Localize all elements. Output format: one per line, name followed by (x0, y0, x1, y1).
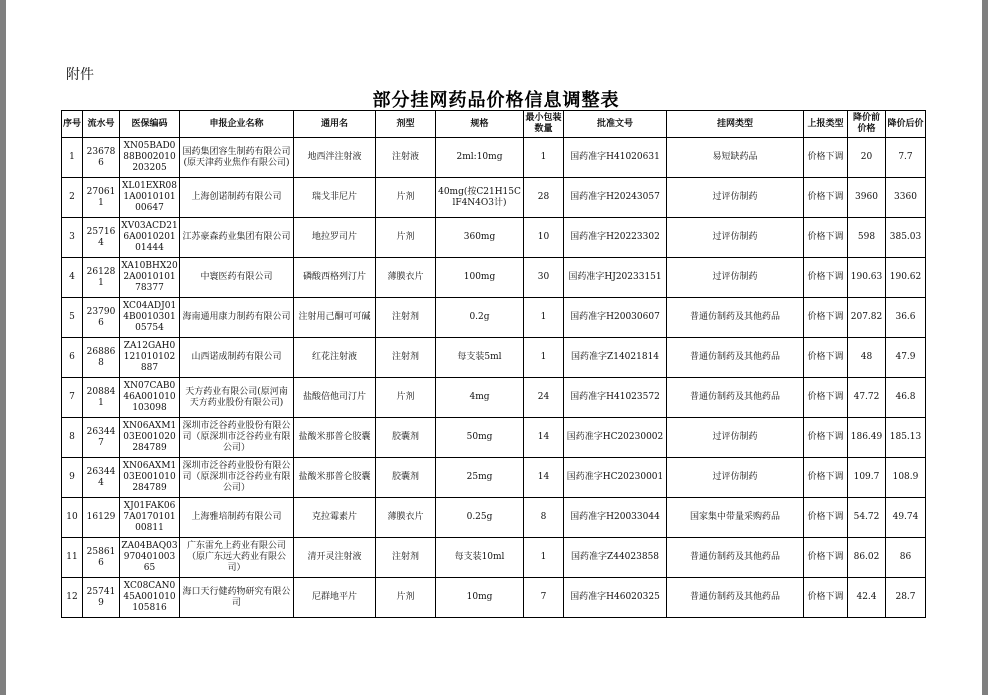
cell-listing-type: 普通仿制药及其他药品 (667, 338, 804, 378)
cell-seq: 7 (62, 378, 83, 418)
header-listing-type: 挂网类型 (667, 111, 804, 138)
cell-approval: 国药准字H41023572 (564, 378, 667, 418)
cell-generic-name: 瑞戈非尼片 (294, 178, 376, 218)
cell-dosage-form: 注射剂 (376, 298, 436, 338)
cell-dosage-form: 注射液 (376, 138, 436, 178)
cell-generic-name: 清开灵注射液 (294, 538, 376, 578)
cell-company: 深圳市泛谷药业股份有限公司（原深圳市泛谷药业有限公司） (180, 418, 294, 458)
cell-report-type: 价格下调 (804, 178, 848, 218)
cell-price-before: 109.7 (848, 458, 886, 498)
table-row (62, 498, 926, 538)
cell-price-before: 190.63 (848, 258, 886, 298)
cell-listing-type: 过评仿制药 (667, 258, 804, 298)
cell-seq: 3 (62, 218, 83, 258)
cell-report-type: 价格下调 (804, 338, 848, 378)
cell-code: XC08CAN045A001010105816 (120, 578, 180, 618)
cell-serial: 258616 (83, 538, 120, 578)
cell-spec: 25mg (436, 458, 524, 498)
table-row (62, 218, 926, 258)
cell-price-after: 49.74 (886, 498, 926, 538)
table-row (62, 178, 926, 218)
header-approval: 批准文号 (564, 111, 667, 138)
cell-company: 中寰医药有限公司 (180, 258, 294, 298)
cell-approval: 国药准字HC20230001 (564, 458, 667, 498)
cell-serial: 261281 (83, 258, 120, 298)
cell-seq: 11 (62, 538, 83, 578)
cell-generic-name: 尼群地平片 (294, 578, 376, 618)
cell-report-type: 价格下调 (804, 458, 848, 498)
header-min-pack: 最小包装数量 (524, 111, 564, 138)
cell-serial: 257164 (83, 218, 120, 258)
cell-dosage-form: 片剂 (376, 178, 436, 218)
cell-seq: 4 (62, 258, 83, 298)
cell-listing-type: 普通仿制药及其他药品 (667, 298, 804, 338)
cell-price-after: 46.8 (886, 378, 926, 418)
cell-serial: 208841 (83, 378, 120, 418)
cell-listing-type: 过评仿制药 (667, 458, 804, 498)
cell-code: ZA12GAH0121010102887 (120, 338, 180, 378)
cell-min-pack: 24 (524, 378, 564, 418)
header-price-before: 降价前价格 (848, 111, 886, 138)
cell-seq: 6 (62, 338, 83, 378)
cell-code: XJ01FAK067A017010100811 (120, 498, 180, 538)
cell-company: 深圳市泛谷药业股份有限公司（原深圳市泛谷药业有限公司） (180, 458, 294, 498)
price-adjustment-table (61, 110, 926, 618)
cell-spec: 0.2g (436, 298, 524, 338)
cell-company: 海口天行健药物研究有限公司 (180, 578, 294, 618)
cell-approval: 国药准字HJ20233151 (564, 258, 667, 298)
cell-approval: 国药准字H20033044 (564, 498, 667, 538)
table-row (62, 298, 926, 338)
cell-spec: 40mg(按C21H15ClF4N4O3计) (436, 178, 524, 218)
cell-code: XA10BHX202A001010178377 (120, 258, 180, 298)
cell-price-before: 207.82 (848, 298, 886, 338)
header-code: 医保编码 (120, 111, 180, 138)
cell-approval: 国药准字Z14021814 (564, 338, 667, 378)
cell-code: XV03ACD216A001020101444 (120, 218, 180, 258)
cell-seq: 12 (62, 578, 83, 618)
cell-generic-name: 磷酸西格列汀片 (294, 258, 376, 298)
cell-company: 天方药业有限公司(原河南天方药业股份有限公司) (180, 378, 294, 418)
cell-generic-name: 地西泮注射液 (294, 138, 376, 178)
table-row (62, 138, 926, 178)
cell-price-after: 108.9 (886, 458, 926, 498)
table-header-row (62, 111, 926, 138)
cell-code: XL01EXR081A001010100647 (120, 178, 180, 218)
cell-seq: 8 (62, 418, 83, 458)
cell-listing-type: 国家集中带量采购药品 (667, 498, 804, 538)
cell-listing-type: 过评仿制药 (667, 218, 804, 258)
cell-generic-name: 克拉霉素片 (294, 498, 376, 538)
cell-min-pack: 1 (524, 538, 564, 578)
cell-spec: 360mg (436, 218, 524, 258)
cell-serial: 257419 (83, 578, 120, 618)
cell-price-before: 86.02 (848, 538, 886, 578)
cell-price-after: 385.03 (886, 218, 926, 258)
cell-dosage-form: 片剂 (376, 578, 436, 618)
cell-min-pack: 28 (524, 178, 564, 218)
cell-price-after: 190.62 (886, 258, 926, 298)
cell-code: XC04ADJ014B001030105754 (120, 298, 180, 338)
cell-price-before: 54.72 (848, 498, 886, 538)
cell-report-type: 价格下调 (804, 418, 848, 458)
cell-generic-name: 盐酸米那普仑胶囊 (294, 418, 376, 458)
header-serial: 流水号 (83, 111, 120, 138)
cell-generic-name: 地拉罗司片 (294, 218, 376, 258)
cell-price-before: 42.4 (848, 578, 886, 618)
cell-report-type: 价格下调 (804, 218, 848, 258)
header-seq: 序号 (62, 111, 83, 138)
cell-min-pack: 30 (524, 258, 564, 298)
cell-price-after: 28.7 (886, 578, 926, 618)
header-dosage-form: 剂型 (376, 111, 436, 138)
cell-min-pack: 8 (524, 498, 564, 538)
cell-price-before: 598 (848, 218, 886, 258)
table-row (62, 378, 926, 418)
cell-company: 海南通用康力制药有限公司 (180, 298, 294, 338)
cell-spec: 0.25g (436, 498, 524, 538)
cell-report-type: 价格下调 (804, 578, 848, 618)
cell-serial: 237906 (83, 298, 120, 338)
cell-generic-name: 注射用己酮可可碱 (294, 298, 376, 338)
header-company: 申报企业名称 (180, 111, 294, 138)
cell-min-pack: 1 (524, 298, 564, 338)
cell-code: ZA04BAQ0397040100365 (120, 538, 180, 578)
table-row (62, 538, 926, 578)
table-row (62, 578, 926, 618)
cell-code: XN07CAB046A001010103098 (120, 378, 180, 418)
header-generic-name: 通用名 (294, 111, 376, 138)
cell-dosage-form: 注射剂 (376, 338, 436, 378)
cell-code: XN06AXM103E001010284789 (120, 458, 180, 498)
header-report-type: 上报类型 (804, 111, 848, 138)
cell-listing-type: 过评仿制药 (667, 418, 804, 458)
cell-min-pack: 1 (524, 338, 564, 378)
cell-price-after: 7.7 (886, 138, 926, 178)
cell-min-pack: 1 (524, 138, 564, 178)
cell-listing-type: 普通仿制药及其他药品 (667, 578, 804, 618)
cell-report-type: 价格下调 (804, 138, 848, 178)
cell-report-type: 价格下调 (804, 498, 848, 538)
cell-price-after: 36.6 (886, 298, 926, 338)
cell-listing-type: 过评仿制药 (667, 178, 804, 218)
cell-generic-name: 盐酸米那普仑胶囊 (294, 458, 376, 498)
cell-min-pack: 14 (524, 418, 564, 458)
cell-dosage-form: 薄膜衣片 (376, 498, 436, 538)
cell-spec: 10mg (436, 578, 524, 618)
cell-price-before: 48 (848, 338, 886, 378)
cell-approval: 国药准字Z44023858 (564, 538, 667, 578)
cell-seq: 1 (62, 138, 83, 178)
cell-price-before: 20 (848, 138, 886, 178)
cell-approval: 国药准字H20243057 (564, 178, 667, 218)
cell-seq: 2 (62, 178, 83, 218)
cell-approval: 国药准字HC20230002 (564, 418, 667, 458)
cell-company: 江苏豪森药业集团有限公司 (180, 218, 294, 258)
cell-approval: 国药准字H46020325 (564, 578, 667, 618)
cell-serial: 16129 (83, 498, 120, 538)
cell-serial: 263444 (83, 458, 120, 498)
cell-spec: 100mg (436, 258, 524, 298)
table-row (62, 458, 926, 498)
cell-report-type: 价格下调 (804, 298, 848, 338)
cell-generic-name: 盐酸倍他司汀片 (294, 378, 376, 418)
cell-spec: 2ml:10mg (436, 138, 524, 178)
cell-price-after: 47.9 (886, 338, 926, 378)
cell-code: XN06AXM103E001020284789 (120, 418, 180, 458)
cell-code: XN05BAD088B002010203205 (120, 138, 180, 178)
cell-spec: 每支装10ml (436, 538, 524, 578)
cell-price-before: 3960 (848, 178, 886, 218)
cell-price-after: 185.13 (886, 418, 926, 458)
header-spec: 规格 (436, 111, 524, 138)
header-price-after: 降价后价 (886, 111, 926, 138)
cell-dosage-form: 胶囊剂 (376, 458, 436, 498)
cell-dosage-form: 片剂 (376, 378, 436, 418)
attachment-label: 附件 (66, 67, 94, 83)
cell-min-pack: 10 (524, 218, 564, 258)
table-row (62, 258, 926, 298)
cell-generic-name: 红花注射液 (294, 338, 376, 378)
cell-min-pack: 14 (524, 458, 564, 498)
cell-company: 广东雷允上药业有限公司（原广东远大药业有限公司） (180, 538, 294, 578)
cell-dosage-form: 注射剂 (376, 538, 436, 578)
table-row (62, 418, 926, 458)
cell-listing-type: 易短缺药品 (667, 138, 804, 178)
cell-serial: 236786 (83, 138, 120, 178)
cell-company: 山西诺成制药有限公司 (180, 338, 294, 378)
cell-dosage-form: 片剂 (376, 218, 436, 258)
cell-report-type: 价格下调 (804, 378, 848, 418)
cell-serial: 268868 (83, 338, 120, 378)
cell-seq: 5 (62, 298, 83, 338)
cell-approval: 国药准字H20030607 (564, 298, 667, 338)
cell-price-before: 47.72 (848, 378, 886, 418)
cell-report-type: 价格下调 (804, 538, 848, 578)
cell-serial: 270611 (83, 178, 120, 218)
cell-company: 国药集团容生制药有限公司(原天津药业焦作有限公司) (180, 138, 294, 178)
cell-approval: 国药准字H41020631 (564, 138, 667, 178)
cell-company: 上海雅培制药有限公司 (180, 498, 294, 538)
cell-price-before: 186.49 (848, 418, 886, 458)
cell-approval: 国药准字H20223302 (564, 218, 667, 258)
cell-spec: 每支装5ml (436, 338, 524, 378)
cell-seq: 9 (62, 458, 83, 498)
table-row (62, 338, 926, 378)
cell-price-after: 86 (886, 538, 926, 578)
cell-seq: 10 (62, 498, 83, 538)
cell-spec: 4mg (436, 378, 524, 418)
cell-serial: 263447 (83, 418, 120, 458)
cell-dosage-form: 薄膜衣片 (376, 258, 436, 298)
cell-min-pack: 7 (524, 578, 564, 618)
cell-spec: 50mg (436, 418, 524, 458)
cell-listing-type: 普通仿制药及其他药品 (667, 538, 804, 578)
cell-price-after: 3360 (886, 178, 926, 218)
cell-dosage-form: 胶囊剂 (376, 418, 436, 458)
cell-report-type: 价格下调 (804, 258, 848, 298)
page-title: 部分挂网药品价格信息调整表 (372, 90, 620, 111)
cell-company: 上海创诺制药有限公司 (180, 178, 294, 218)
cell-listing-type: 普通仿制药及其他药品 (667, 378, 804, 418)
